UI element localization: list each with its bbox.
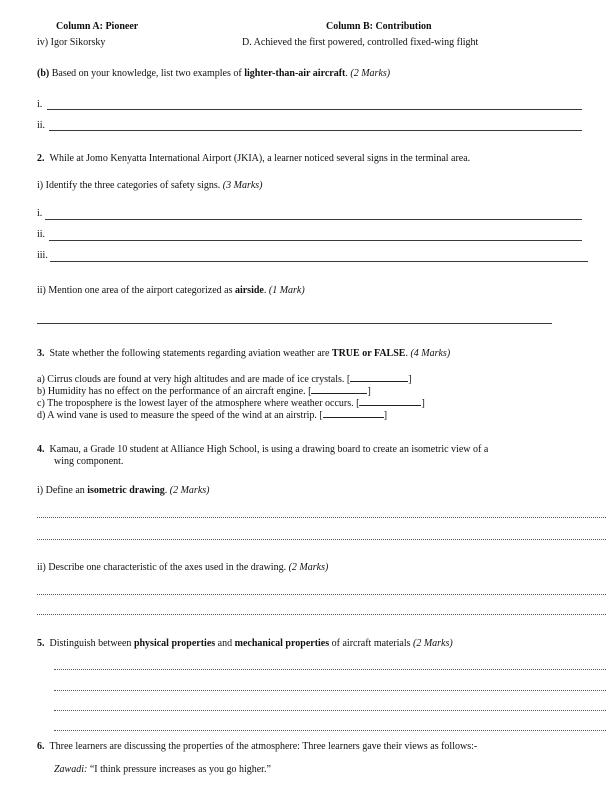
dotted-answer-line[interactable]	[54, 690, 606, 691]
question-1b-marks: (2 Marks)	[350, 68, 391, 79]
dotted-answer-line[interactable]	[54, 730, 606, 731]
airside-term: airside	[234, 285, 264, 296]
question-5: 5. Distinguish between physical properties and mechanical properties of aircraft materials (2 Marks)	[37, 638, 453, 649]
answer-blank[interactable]	[323, 410, 384, 418]
question-5-marks: (2 Marks)	[412, 638, 453, 649]
question-4-part-ii: ii) Describe one characteristic of the axes used in the drawing. (2 Marks)	[37, 562, 329, 573]
dotted-answer-line[interactable]	[37, 594, 606, 595]
dotted-answer-line[interactable]	[54, 710, 606, 711]
answer-blank[interactable]	[359, 398, 421, 406]
question-6	[37, 741, 477, 752]
answer-line[interactable]	[49, 240, 582, 241]
pioneer-cell: iv) Igor Sikorsky	[37, 37, 106, 48]
column-b-header: Column B: Contribution	[326, 21, 432, 32]
lighter-than-air-term: lighter-than-air aircraft	[244, 68, 346, 79]
answer-label: ii.	[37, 120, 46, 131]
mechanical-properties-term: mechanical properties	[234, 638, 330, 649]
dotted-answer-line[interactable]	[54, 669, 606, 670]
answer-label: i.	[37, 99, 43, 110]
question-4	[37, 444, 488, 455]
speaker-quote: “I think pressure increases as you go higher.”	[87, 764, 271, 775]
zawadi-statement	[54, 764, 271, 775]
answer-line[interactable]	[50, 261, 588, 262]
answer-blank[interactable]	[311, 386, 367, 394]
answer-line[interactable]	[47, 109, 582, 110]
question-2-part-i-marks: (3 Marks)	[222, 180, 263, 191]
question-3: 3. State whether the following statements regarding aviation weather are TRUE or FALSE. (4 Marks)	[37, 348, 451, 359]
speaker-name: Zawadi:	[54, 764, 88, 775]
answer-line[interactable]	[49, 130, 582, 131]
question-number: 6.	[37, 741, 45, 752]
statement-c: c) The troposphere is the lowest layer of the atmosphere where weather occurs. [ ]	[37, 398, 425, 409]
question-4-stem-line1: Kamau, a Grade 10 student at Alliance High School, is using a drawing board to create an isometric view of a	[49, 444, 489, 455]
statement-d: d) A wind vane is used to measure the speed of the wind at an airstrip. [ ]	[37, 410, 388, 421]
contribution-cell: D. Achieved the first powered, controlled fixed-wing flight	[242, 37, 479, 48]
true-or-false-term: TRUE or FALSE	[331, 348, 406, 359]
question-2	[37, 153, 470, 164]
question-3-marks: (4 Marks)	[410, 348, 451, 359]
question-4-part-i: i) Define an isometric drawing. (2 Marks)	[37, 485, 210, 496]
question-1b-label: (b)	[37, 68, 50, 79]
question-number: 3.	[37, 348, 45, 359]
isometric-drawing-term: isometric drawing	[87, 485, 165, 496]
question-2-stem: While at Jomo Kenyatta International Airport (JKIA), a learner noticed several signs in the terminal area.	[49, 153, 471, 164]
question-2-part-ii-marks: (1 Mark)	[268, 285, 305, 296]
question-4-part-i-marks: (2 Marks)	[169, 485, 210, 496]
dotted-answer-line[interactable]	[37, 539, 606, 540]
dotted-answer-line[interactable]	[37, 614, 606, 615]
physical-properties-term: physical properties	[133, 638, 216, 649]
answer-blank[interactable]	[350, 374, 408, 382]
question-4-stem-line2: wing component.	[54, 456, 124, 467]
answer-label: ii.	[37, 229, 46, 240]
column-a-header: Column A: Pioneer	[56, 21, 139, 32]
question-1b: (b) Based on your knowledge, list two examples of lighter-than-air aircraft. (2 Marks)	[37, 68, 391, 79]
answer-label: iii.	[37, 250, 48, 261]
question-number: 5.	[37, 638, 45, 649]
dotted-answer-line[interactable]	[37, 517, 606, 518]
question-number: 2.	[37, 153, 45, 164]
question-4-part-ii-marks: (2 Marks)	[288, 562, 329, 573]
question-2-part-ii: ii) Mention one area of the airport categorized as airside. (1 Mark)	[37, 285, 305, 296]
question-6-stem: Three learners are discussing the properties of the atmosphere: Three learners gave their views as follows:-	[49, 741, 478, 752]
question-number: 4.	[37, 444, 45, 455]
statement-b: b) Humidity has no effect on the performance of an aircraft engine. [ ]	[37, 386, 371, 397]
question-2-part-i: i) Identify the three categories of safety signs. (3 Marks)	[37, 180, 263, 191]
statement-a: a) Cirrus clouds are found at very high altitudes and are made of ice crystals. [ ]	[37, 374, 412, 385]
answer-line[interactable]	[45, 219, 582, 220]
answer-line[interactable]	[37, 323, 552, 324]
answer-label: i.	[37, 208, 43, 219]
